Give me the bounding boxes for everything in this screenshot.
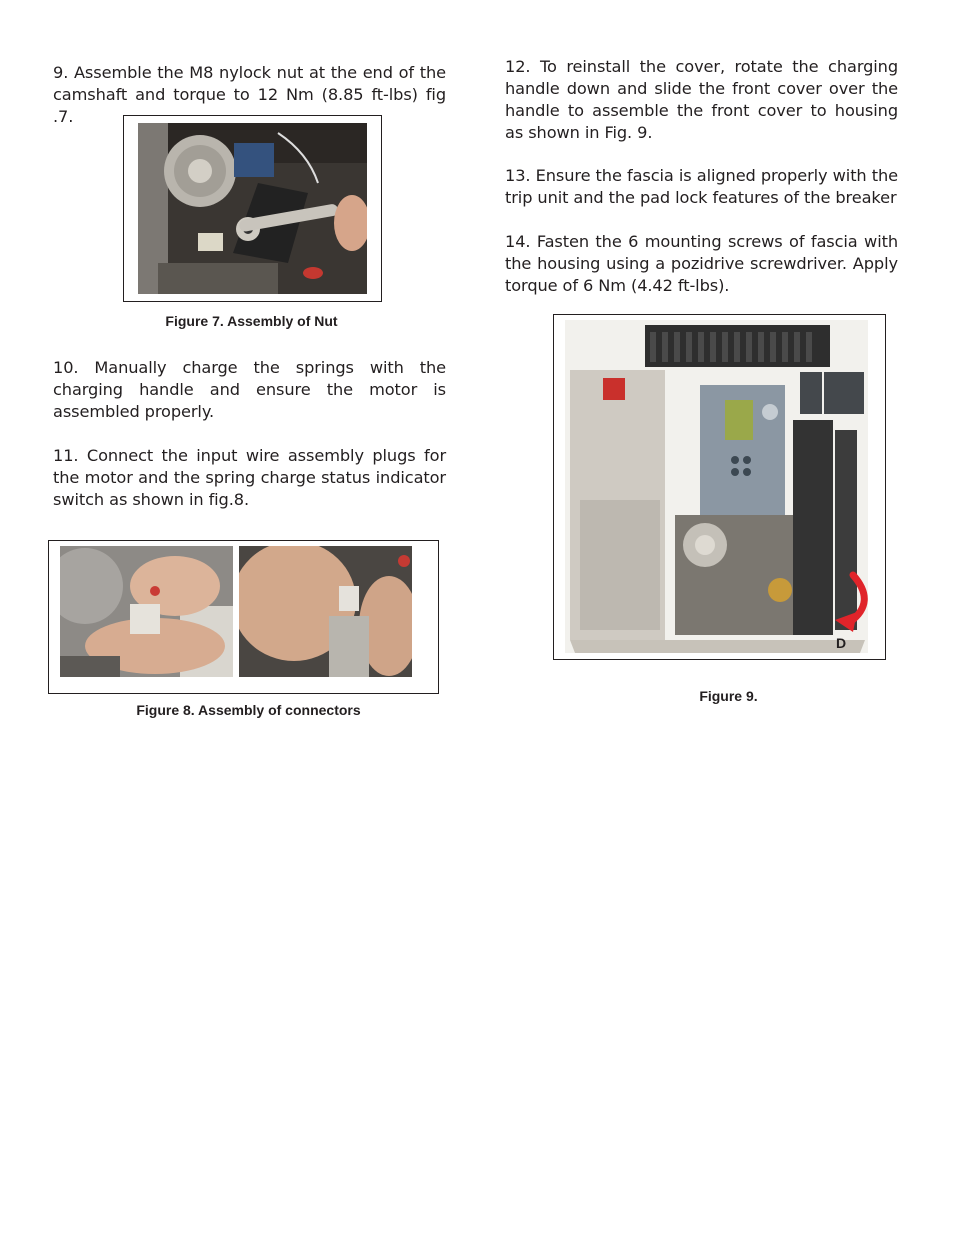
figure-9-photo [565, 320, 868, 653]
figure-8-photo-right [239, 546, 412, 677]
figure-8-caption: Figure 8. Assembly of connectors [136, 702, 361, 718]
figure-7-frame [123, 115, 382, 302]
step-12-text: 12. To reinstall the cover, rotate the charging handle down and slide the front cover over the handle to assemble the front cover to housing as shown in Fig. 9. [505, 57, 898, 142]
figure-8-frame [48, 540, 439, 694]
step-10-text: 10. Manually charge the springs with the charging handle and ensure the motor is assembled properly. [53, 358, 446, 421]
figure-7-photo [138, 123, 367, 294]
figure-8-photo-left [60, 546, 233, 677]
step-14-text: 14. Fasten the 6 mounting screws of fascia with the housing using a pozidrive screwdriver. Apply torque of 6 Nm (4.42 ft-lbs). [505, 232, 898, 295]
figure-9-frame [553, 314, 886, 660]
step-9-text: 9. Assemble the M8 nylock nut at the end of the camshaft and torque to 12 Nm (8.85 ft-lbs) fig .7. [53, 63, 446, 126]
step-13-text: 13. Ensure the fascia is aligned properly with the trip unit and the pad lock features of the breaker [505, 166, 898, 207]
figure-7-caption: Figure 7. Assembly of Nut [165, 313, 338, 329]
step-11-text: 11. Connect the input wire assembly plugs for the motor and the spring charge status indicator switch as shown in fig.8. [53, 446, 446, 509]
figure-9-caption: Figure 9. [699, 688, 758, 704]
figure-9-direction-label: D [836, 635, 847, 651]
